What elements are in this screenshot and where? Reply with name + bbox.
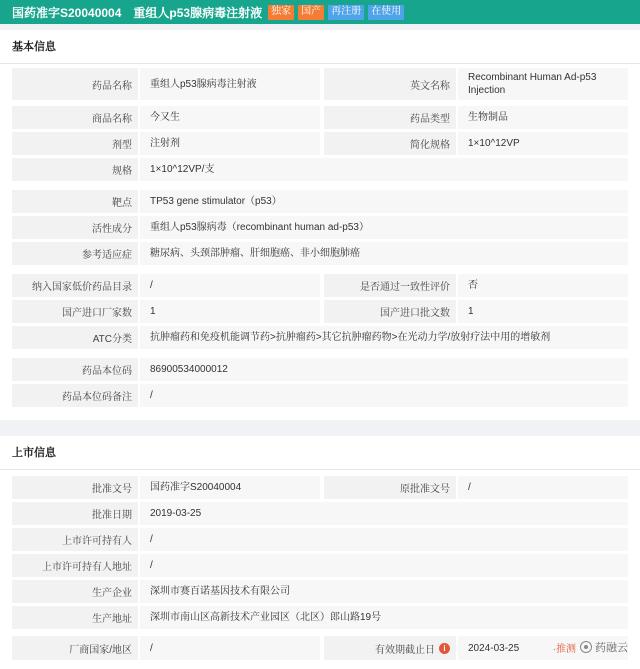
header-bar — [0, 0, 640, 24]
trade-name-label: 商品名称 — [12, 106, 138, 129]
lowprice-value: / — [140, 274, 320, 297]
spec-value: 1×10^12VP/支 — [140, 158, 628, 181]
row-ingredient — [12, 216, 628, 239]
row-target — [12, 190, 628, 213]
row-code-note — [12, 384, 628, 407]
code-value: 86900534000012 — [140, 358, 628, 381]
badge-domestic: 国产 — [298, 5, 324, 20]
basic-info-title: 基本信息 — [0, 30, 640, 64]
simple-spec-value: 1×10^12VP — [458, 132, 628, 155]
holder-value: / — [140, 528, 628, 551]
import-mfr-label: 国产进口厂家数 — [12, 300, 138, 323]
consistency-value: 否 — [458, 274, 628, 297]
ingredient-label: 活性成分 — [12, 216, 138, 239]
market-info-title: 上市信息 — [0, 436, 640, 470]
form-value: 注射剂 — [140, 132, 320, 155]
row-indication — [12, 242, 628, 265]
row-approval — [12, 476, 628, 499]
watermark-tag: ·推测 — [552, 643, 576, 655]
approval-value: 国药准字S20040004 — [140, 476, 320, 499]
atc-value: 抗肿瘤药和免疫机能调节药>抗肿瘤药>其它抗肿瘤药物>在光动力学/放射疗法中用的增敏剂 — [140, 326, 628, 349]
approval-label: 批准文号 — [12, 476, 138, 499]
row-code — [12, 358, 628, 381]
expiry-label-cell — [324, 636, 456, 660]
producer-value: 深圳市赛百诺基因技术有限公司 — [140, 580, 628, 603]
row-atc — [12, 326, 628, 349]
watermark — [553, 639, 628, 655]
form-label: 剂型 — [12, 132, 138, 155]
type-value: 生物制品 — [458, 106, 628, 129]
logo-icon — [580, 641, 592, 653]
holder-addr-value: / — [140, 554, 628, 577]
atc-label: ATC分类 — [12, 326, 138, 349]
holder-label: 上市许可持有人 — [12, 528, 138, 551]
target-value: TP53 gene stimulator（p53） — [140, 190, 628, 213]
row-trade-name — [12, 106, 628, 129]
indication-label: 参考适应症 — [12, 242, 138, 265]
row-form — [12, 132, 628, 155]
orig-approval-label: 原批准文号 — [324, 476, 456, 499]
consistency-label: 是否通过一致性评价 — [324, 274, 456, 297]
row-producer-addr — [12, 606, 628, 629]
import-batch-value: 1 — [458, 300, 628, 323]
row-holder — [12, 528, 628, 551]
spec-label: 规格 — [12, 158, 138, 181]
producer-addr-label: 生产地址 — [12, 606, 138, 629]
producer-label: 生产企业 — [12, 580, 138, 603]
badge-reregistered: 再注册 — [328, 5, 364, 20]
ingredient-value: 重组人p53腺病毒（recombinant human ad-p53） — [140, 216, 628, 239]
row-spec — [12, 158, 628, 181]
watermark-text: 药融云 — [595, 642, 628, 654]
indication-value: 糖尿病、头颈部肿瘤、肝细胞癌、非小细胞肺癌 — [140, 242, 628, 265]
approval-date-label: 批准日期 — [12, 502, 138, 525]
en-name-value: Recombinant Human Ad-p53 Injection — [458, 68, 628, 100]
badge-exclusive: 独家 — [268, 5, 294, 20]
type-label: 药品类型 — [324, 106, 456, 129]
lowprice-label: 纳入国家低价药品目录 — [12, 274, 138, 297]
approval-number: 国药准字S20040004 — [12, 5, 122, 20]
code-note-label: 药品本位码备注 — [12, 384, 138, 407]
info-icon[interactable]: i — [439, 643, 450, 654]
row-import-counts — [12, 300, 628, 323]
trade-name-value: 今又生 — [140, 106, 320, 129]
approval-date-value: 2019-03-25 — [140, 502, 628, 525]
country-value: / — [140, 636, 320, 660]
row-drug-name — [12, 68, 628, 100]
expiry-label: 有效期截止日 — [375, 644, 435, 656]
simple-spec-label: 简化规格 — [324, 132, 456, 155]
code-note-value: / — [140, 384, 628, 407]
orig-approval-value: / — [458, 476, 628, 499]
import-batch-label: 国产进口批文数 — [324, 300, 456, 323]
row-producer — [12, 580, 628, 603]
holder-addr-label: 上市许可持有人地址 — [12, 554, 138, 577]
drug-name-label: 药品名称 — [12, 68, 138, 100]
producer-addr-value: 深圳市南山区高新技术产业园区（北区）郎山路19号 — [140, 606, 628, 629]
drug-title: 重组人p53腺病毒注射液 — [133, 5, 263, 20]
code-label: 药品本位码 — [12, 358, 138, 381]
target-label: 靶点 — [12, 190, 138, 213]
en-name-label: 英文名称 — [324, 68, 456, 100]
market-info-panel — [0, 436, 640, 669]
row-country — [12, 636, 628, 660]
country-label: 厂商国家/地区 — [12, 636, 138, 660]
badge-in-use: 在使用 — [368, 5, 404, 20]
drug-name-value: 重组人p53腺病毒注射液 — [140, 68, 320, 100]
row-approval-date — [12, 502, 628, 525]
row-holder-addr — [12, 554, 628, 577]
import-mfr-value: 1 — [140, 300, 320, 323]
expiry-value: 2024-03-25 — [458, 636, 628, 660]
row-lowprice — [12, 274, 628, 297]
